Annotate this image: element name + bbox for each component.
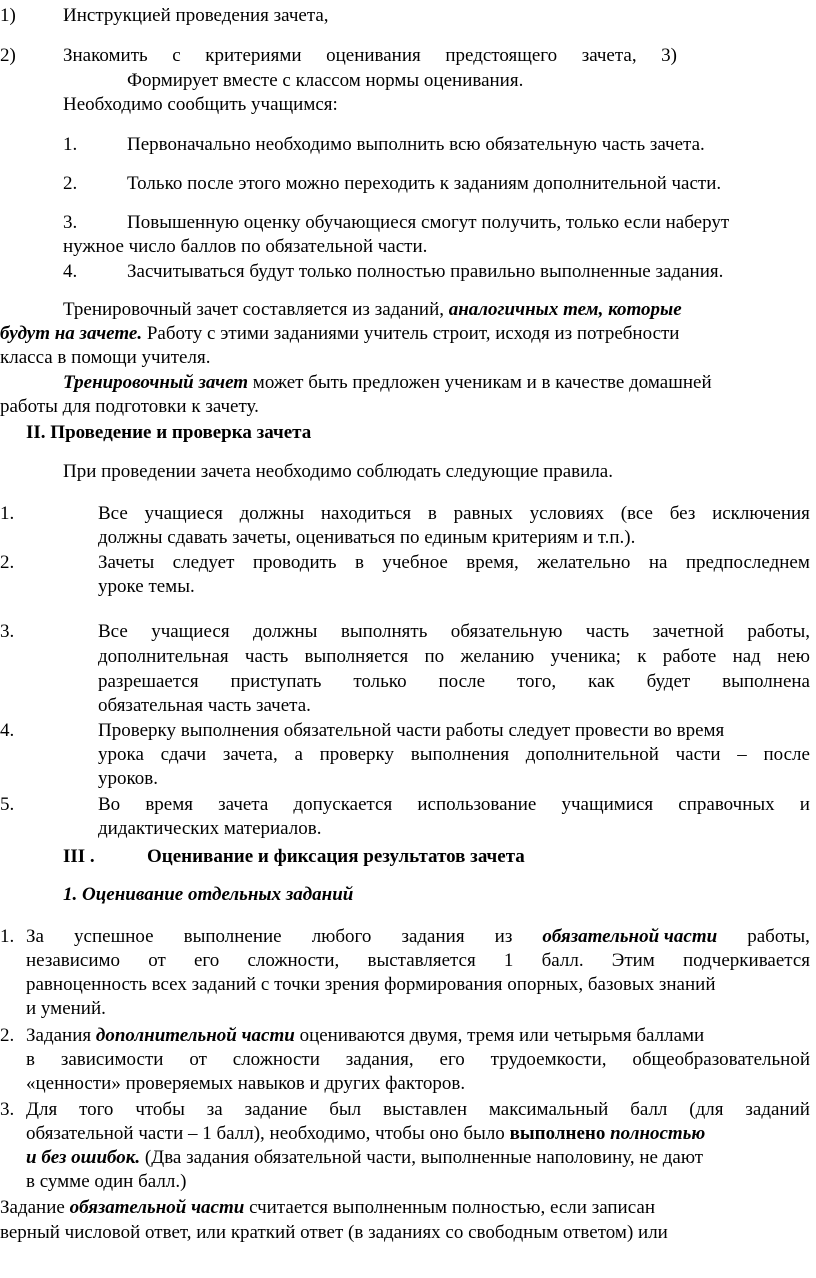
list-number: 4. (63, 261, 78, 282)
word: равных (453, 503, 513, 524)
word: выполнение (183, 926, 282, 947)
tell-students: Необходимо сообщить учащимся: (63, 94, 338, 115)
word: проводить (252, 552, 337, 573)
list-number: 3. (63, 212, 78, 233)
rule-number: 3. (0, 1099, 15, 1120)
word: 3) (661, 45, 677, 66)
word: учащиеся (144, 503, 223, 524)
word: должны (239, 503, 305, 524)
justified-line (98, 620, 810, 644)
section-intro: При проведении зачета необходимо соблюдать следующие правила. (63, 461, 613, 482)
word: над (732, 646, 761, 667)
rule-number: 2. (0, 552, 15, 573)
word: сдачи (160, 744, 207, 765)
text: Задания (26, 1025, 92, 1046)
list-number: 1. (63, 134, 78, 155)
word: в (26, 1049, 35, 1070)
word: учащиеся (151, 621, 230, 642)
word: подчеркивается (683, 950, 810, 971)
word: Знакомить (63, 45, 148, 66)
emphasis: аналогичных тем, которые (448, 299, 682, 320)
rule-text: в сумме один балл.) (26, 1171, 187, 1192)
rule-number: 3. (0, 621, 15, 642)
section-heading: Оценивание и фиксация результатов зачета (147, 846, 525, 867)
word: его (439, 1049, 465, 1070)
text: обязательной части – 1 балл), необходимо, чтобы оно было (26, 1123, 505, 1144)
emphasis: дополнительной части (95, 1025, 295, 1046)
rule-number: 5. (0, 794, 15, 815)
word: предпоследнем (685, 552, 810, 573)
word: Во (98, 794, 121, 815)
list-text: Инструкцией проведения зачета, (63, 5, 329, 26)
word: работы, (747, 621, 810, 642)
paragraph-line: работы для подготовки к зачету. (0, 396, 259, 417)
word: дополнительная (98, 646, 229, 667)
emphasis: обязательной части (69, 1197, 245, 1218)
word: независимо (26, 950, 121, 971)
word: был (329, 1099, 362, 1120)
word: должны (252, 621, 318, 642)
word: чтобы (135, 1099, 185, 1120)
justified-line (98, 743, 810, 767)
rule-text: «ценности» проверяемых навыков и других факторов. (26, 1073, 466, 1094)
word: в (354, 552, 364, 573)
word: задание (244, 1099, 308, 1120)
word: того, (516, 671, 557, 692)
word: время, (466, 552, 519, 573)
word: зачетной (652, 621, 724, 642)
intro-item-2 (0, 44, 680, 68)
word: критериями (205, 45, 302, 66)
word: нею (777, 646, 810, 667)
rule-number: 4. (0, 720, 15, 741)
rule-text: должны сдавать зачеты, оцениваться по единым критериям и т.п.). (98, 527, 636, 548)
word: работе (662, 646, 717, 667)
word: от (148, 950, 166, 971)
word: желанию (460, 646, 535, 667)
word: выставляется (367, 950, 476, 971)
text: оцениваются двумя, тремя или четырьмя баллами (299, 1025, 705, 1046)
word: и (799, 794, 810, 815)
word: а (294, 744, 303, 765)
word: любого (311, 926, 372, 947)
word: сложности (232, 1049, 320, 1070)
word: на (648, 552, 668, 573)
list-item (63, 260, 724, 284)
word: в (427, 503, 437, 524)
justified-line (26, 1098, 810, 1122)
word: справочных (678, 794, 775, 815)
text: может быть предложен ученикам и в качестве домашней (252, 372, 712, 393)
emphasis: и без ошибок. (26, 1147, 141, 1168)
word: выставлен (383, 1099, 467, 1120)
subsection-heading: 1. Оценивание отдельных заданий (63, 884, 354, 905)
word: часть (585, 621, 630, 642)
paragraph-line (0, 1196, 655, 1220)
word: – (737, 744, 747, 765)
paragraph-line: класса в помощи учителя. (0, 347, 211, 368)
word: после (763, 744, 810, 765)
word: с (172, 45, 181, 66)
list-text: Повышенную оценку обучающиеся смогут получить, только если наберут (127, 212, 730, 233)
justified-line (98, 793, 810, 817)
word: общеобразовательной (632, 1049, 810, 1070)
word: Все (98, 621, 128, 642)
word: дополнительной (525, 744, 659, 765)
word: Этим (611, 950, 655, 971)
word: после (438, 671, 486, 692)
word: из (494, 926, 513, 947)
word: балл (630, 1099, 668, 1120)
word: часть (244, 646, 289, 667)
word: части (675, 744, 721, 765)
word: выполнения (410, 744, 510, 765)
rule-text (26, 1122, 705, 1146)
emphasis: выполнено (509, 1123, 606, 1144)
rule-number: 1. (0, 926, 15, 947)
word: только (353, 671, 407, 692)
text: Работу с этими заданиями учитель строит, исходя из потребности (146, 323, 680, 344)
word: разрешается (98, 671, 199, 692)
justified-line (98, 551, 810, 575)
emphasis: Тренировочный зачет (63, 372, 249, 393)
rule-text: уроке темы. (98, 576, 195, 597)
word: балл. (541, 950, 584, 971)
word: (для (689, 1099, 724, 1120)
word: зависимости (60, 1049, 164, 1070)
text: считается выполненным полностью, если записан (249, 1197, 655, 1218)
list-number: 2. (63, 173, 78, 194)
paragraph-line (63, 371, 712, 395)
rule-text (26, 1024, 704, 1048)
word: успешное (74, 926, 154, 947)
word: к (637, 646, 647, 667)
word: проверку (319, 744, 395, 765)
word: предстоящего (445, 45, 558, 66)
rule-text: и умений. (26, 998, 106, 1019)
word: максимальный (488, 1099, 609, 1120)
word: оценивания (326, 45, 421, 66)
word: как (588, 671, 615, 692)
word: время (145, 794, 193, 815)
word: того (79, 1099, 114, 1120)
word: работы, (747, 926, 810, 947)
list-text: Засчитываться будут только полностью правильно выполненные задания. (127, 261, 724, 282)
word: урока (98, 744, 144, 765)
word: трудоемкости, (490, 1049, 607, 1070)
justified-line (98, 670, 810, 694)
word: без (669, 503, 696, 524)
rule-text: равноценность всех заданий с точки зрения формирования опорных, базовых знаний (26, 974, 716, 995)
justified-line (98, 502, 810, 526)
list-item (63, 172, 722, 196)
word: зачета (218, 794, 269, 815)
section-heading: II. Проведение и проверка зачета (26, 422, 312, 443)
word: использование (417, 794, 537, 815)
rule-text: уроков. (98, 768, 158, 789)
word: приступать (230, 671, 322, 692)
list-text: Первоначально необходимо выполнить всю обязательную часть зачета. (127, 134, 705, 155)
list-number: 2) (0, 45, 16, 66)
word: выполнять (340, 621, 428, 642)
word: по (424, 646, 445, 667)
word: исключения (712, 503, 810, 524)
word: будет (646, 671, 691, 692)
justified-line (26, 1048, 810, 1072)
list-text-cont: нужное число баллов по обязательной части. (63, 236, 428, 257)
rule-text: Проверку выполнения обязательной части работы следует провести во время (98, 720, 725, 741)
word: находиться (320, 503, 412, 524)
rule-text (26, 1146, 703, 1170)
word: 1 (503, 950, 514, 971)
rule-text: дидактических материалов. (98, 818, 322, 839)
paragraph-line (63, 298, 682, 322)
justified-line (26, 925, 810, 949)
word: сложности, (247, 950, 340, 971)
word: учебное (382, 552, 448, 573)
word: за (206, 1099, 223, 1120)
word: ученика; (550, 646, 621, 667)
list-number: 1) (0, 5, 16, 26)
section-number: III . (63, 846, 95, 867)
word: обязательную (450, 621, 563, 642)
intro-item-1 (0, 4, 329, 28)
word: За (26, 926, 44, 947)
word: учащимися (561, 794, 654, 815)
text: Тренировочный зачет составляется из заданий, (63, 299, 444, 320)
paragraph-line (0, 322, 679, 346)
word: зачета, (581, 45, 637, 66)
word: задания (401, 926, 465, 947)
rule-number: 1. (0, 503, 15, 524)
rule-text: обязательная часть зачета. (98, 695, 311, 716)
justified-line (98, 645, 810, 669)
list-text: Только после этого можно переходить к заданиям дополнительной части. (127, 173, 722, 194)
word: заданий (745, 1099, 810, 1120)
word: следует (172, 552, 235, 573)
word: Для (26, 1099, 58, 1120)
emphasis: обязательной части (542, 926, 718, 947)
emphasis: будут на зачете. (0, 323, 143, 344)
word: его (193, 950, 220, 971)
word: выполнена (722, 671, 810, 692)
word: Зачеты (98, 552, 155, 573)
paragraph-line: верный числовой ответ, или краткий ответ (в заданиях со свободным ответом) или (0, 1222, 668, 1243)
emphasis: полностью (610, 1123, 706, 1144)
word: Все (98, 503, 128, 524)
intro-item-3: Формирует вместе с классом нормы оценивания. (127, 70, 524, 91)
word: зачета, (222, 744, 278, 765)
text: Задание (0, 1197, 65, 1218)
text: (Два задания обязательной части, выполненные наполовину, не дают (144, 1147, 704, 1168)
word: желательно (537, 552, 631, 573)
word: от (189, 1049, 207, 1070)
list-item (63, 211, 730, 235)
word: выполняется (304, 646, 409, 667)
list-item (63, 133, 705, 157)
word: (все (620, 503, 653, 524)
word: допускается (293, 794, 393, 815)
justified-line (26, 949, 810, 973)
word: условиях (529, 503, 604, 524)
rule-number: 2. (0, 1025, 15, 1046)
justified-line (63, 44, 677, 68)
word: задания, (345, 1049, 414, 1070)
